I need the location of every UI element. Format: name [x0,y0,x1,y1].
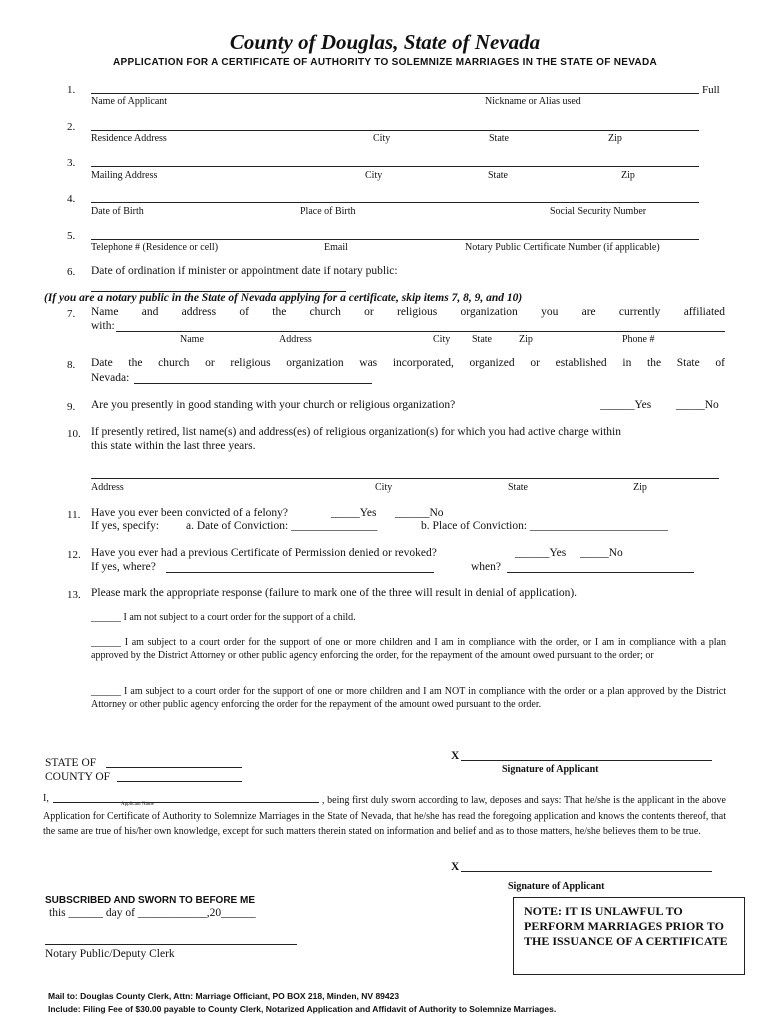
sworn-heading: SUBSCRIBED AND SWORN TO BEFORE ME [45,895,256,906]
item-number-8: 8. [67,359,76,371]
caption-city: City [365,170,383,181]
caption-zip: Zip [621,170,635,181]
sworn-date-line[interactable]: this ______ day of ____________,20______ [49,907,256,919]
caption-address: Address [279,334,312,345]
caption-state: State [489,133,509,144]
applicant-name-line[interactable] [91,93,699,94]
question-10-line2: this state within the last three years. [91,440,256,452]
question-13: Please mark the appropriate response (failure to mark one of the three will result in denial of application). [91,587,578,599]
full-label: Full [702,84,720,96]
item-number-7: 7. [67,308,76,320]
applicant-signature-line[interactable] [461,760,712,761]
caption-zip: Zip [608,133,622,144]
affidavit-text: , being first duly sworn according to law, deposes and says: That he/she is the applicant in the above Application for Certificate of Authority to Solemnize Marriages in the State of Nevada, that he/she has read the foregoing application and knows the contents thereof, that the same are true of his/her own knowledge, except for such matters therein stated on information and belief and as to those matters, he/she believes them to be true. [43,795,726,837]
birth-info-line[interactable] [91,202,699,203]
caption-nickname: Nickname or Alias used [485,96,581,107]
q12-yes-option[interactable]: ______Yes [515,547,567,559]
caption-place-of-birth: Place of Birth [300,206,356,217]
county-of-label: COUNTY OF [45,771,111,783]
caption-name: Name [180,334,204,345]
item-number-13: 13. [67,589,81,601]
applicant-name-caption: Applicant Name [121,802,154,807]
q11-yes-option[interactable]: _____Yes [331,507,377,519]
question-7-with: with: [91,320,115,332]
contact-line[interactable] [91,239,699,240]
skip-note: (If you are a notary public in the State of Nevada applying for a certificate, skip items 7, 8, 9, and 10) [44,292,523,304]
question-12-where: If yes, where? [91,561,156,573]
caption-name-of-applicant: Name of Applicant [91,96,168,107]
item-number-12: 12. [67,549,81,561]
caption-residence-address: Residence Address [91,133,167,144]
caption-ssn: Social Security Number [550,206,647,217]
question-9: Are you presently in good standing with your church or religious organization? [91,399,456,411]
question-8: Date the church or religious organization was incorporated, organized or established in the State of [91,357,725,369]
q12-no-option[interactable]: _____No [580,547,623,559]
caption-address: Address [91,482,124,493]
item-number-2: 2. [67,121,76,133]
item-number-3: 3. [67,157,76,169]
question-10: If presently retired, list name(s) and address(es) of religious organization(s) for which you had active charge within [91,426,621,438]
caption-phone: Phone # [622,334,655,345]
caption-telephone: Telephone # (Residence or cell) [91,242,219,253]
child-support-option-2[interactable]: ______ I am subject to a court order for the support of one or more children and I am in compliance with the order, or I am in compliance with a plan approved by the District Attorney or other public agency enforcing the order, for the repayment of the amount owed pursuant to the order; or [91,637,726,661]
county-of-line[interactable] [117,781,242,782]
item-number-10: 10. [67,428,81,440]
church-affiliation-line[interactable] [116,331,725,332]
include-footer: Include: Filing Fee of $30.00 payable to County Clerk, Notarized Application and Affidavit of Authority to Solemnize Marriages. [48,1004,557,1014]
caption-state: State [508,482,528,493]
question-12-when: when? [471,561,502,573]
caption-state: State [488,170,508,181]
caption-city: City [373,133,391,144]
state-of-label: STATE OF [45,757,97,769]
unlawful-note-box: NOTE: IT IS UNLAWFUL TO PERFORM MARRIAGES PRIOR TO THE ISSUANCE OF A CERTIFICATE [513,897,745,975]
caption-notary-number: Notary Public Certificate Number (if applicable) [465,242,660,253]
question-6: Date of ordination if minister or appointment date if notary public: [91,265,398,277]
residence-address-line[interactable] [91,130,699,131]
item-number-11: 11. [67,509,81,521]
caption-state: State [472,334,492,345]
caption-zip: Zip [519,334,533,345]
question-11: Have you ever been convicted of a felony? [91,507,289,519]
q11-no-option[interactable]: ______No [395,507,444,519]
denied-where-line[interactable] [166,572,434,573]
applicant-signature-line-2[interactable] [461,871,712,872]
notary-signature-line[interactable] [45,944,297,945]
question-8-nevada: Nevada: [91,372,130,384]
caption-email: Email [324,242,348,253]
conviction-date-field[interactable]: a. Date of Conviction: _______________ [186,520,378,532]
caption-date-of-birth: Date of Birth [91,206,144,217]
q9-no-option[interactable]: _____No [676,399,719,411]
item-number-6: 6. [67,266,76,278]
item-number-9: 9. [67,401,76,413]
item-number-5: 5. [67,230,76,242]
document-subtitle: APPLICATION FOR A CERTIFICATE OF AUTHORITY TO SOLEMNIZE MARRIAGES IN THE STATE OF NEVADA [113,57,657,68]
signature-x-mark: X [451,750,460,762]
child-support-option-1[interactable]: ______ I am not subject to a court order for the support of a child. [91,612,356,623]
incorporation-date-line[interactable] [134,383,372,384]
item-number-1: 1. [67,84,76,96]
signature-of-applicant-label-2: Signature of Applicant [508,881,605,892]
question-7: Name and address of the church or religious organization you are currently affiliated [91,306,725,318]
caption-city: City [433,334,451,345]
signature-x-mark: X [451,861,460,873]
q9-yes-option[interactable]: ______Yes [600,399,652,411]
document-title: County of Douglas, State of Nevada [229,30,541,54]
denied-when-line[interactable] [507,572,694,573]
signature-of-applicant-label: Signature of Applicant [502,764,599,775]
caption-zip: Zip [633,482,647,493]
mailing-address-line[interactable] [91,166,699,167]
child-support-option-3[interactable]: ______ I am subject to a court order for the support of one or more children and I am NOT in compliance with the order or a plan approved by the District Attorney or other public agency enforcing the order for the repayment of the amount owed pursuant to the order. [91,686,726,710]
question-11-specify: If yes, specify: [91,520,160,532]
state-of-line[interactable] [106,767,242,768]
retired-organization-line[interactable] [91,478,719,479]
mail-to-footer: Mail to: Douglas County Clerk, Attn: Marriage Officiant, PO BOX 218, Minden, NV 89423 [48,991,400,1001]
conviction-place-field[interactable]: b. Place of Conviction: ________________________ [421,520,668,532]
item-number-4: 4. [67,193,76,205]
notary-label: Notary Public/Deputy Clerk [45,948,175,960]
caption-city: City [375,482,393,493]
affidavit-prefix: I, [43,793,49,804]
question-12: Have you ever had a previous Certificate of Permission denied or revoked? [91,547,437,559]
caption-mailing-address: Mailing Address [91,170,158,181]
